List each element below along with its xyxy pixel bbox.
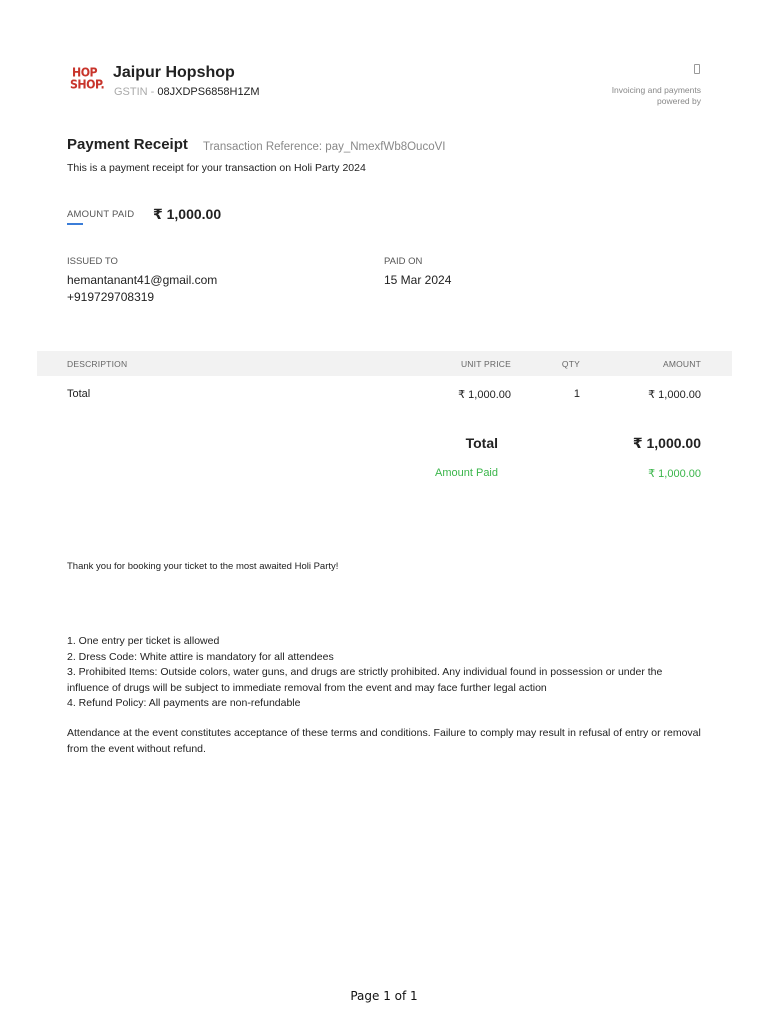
issued-to-label: ISSUED TO: [67, 256, 118, 267]
row-amount: ₹ 1,000.00: [648, 389, 701, 401]
column-header-amount: AMOUNT: [662, 359, 701, 369]
hopshop-logo: HOP SHOP.: [70, 65, 105, 92]
amount-paid-value: ₹ 1,000.00: [153, 206, 222, 222]
totals-amount-paid-value: ₹ 1,000.00: [648, 468, 701, 480]
column-header-description: DESCRIPTION: [67, 359, 128, 369]
column-header-unit-price: UNIT PRICE: [460, 359, 511, 369]
closing-statement: Attendance at the event constitutes acceptance of these terms and conditions. Failure to comply may result in refusal of entry or removal from the event without refund.: [67, 727, 701, 755]
amount-paid-underline: [67, 223, 83, 225]
company-name: Jaipur Hopshop: [113, 64, 235, 81]
receipt-header: [67, 60, 701, 110]
gstin-label: GSTIN -: [114, 86, 158, 98]
page-number: Page 1 of 1: [350, 989, 418, 1003]
term-item: 4. Refund Policy: All payments are non-refundable: [67, 697, 301, 709]
column-header-qty: QTY: [561, 359, 580, 369]
gstin-value: 08JXDPS6858H1ZM: [157, 86, 260, 98]
receipt-description: This is a payment receipt for your transaction on Holi Party 2024: [67, 162, 366, 174]
provider-logo-icon: [694, 64, 700, 74]
paid-on-date: 15 Mar 2024: [384, 273, 452, 287]
term-item: 2. Dress Code: White attire is mandatory for all attendees: [67, 650, 334, 663]
transaction-reference: Transaction Reference: pay_NmexfWb8OucoVI: [203, 141, 446, 153]
total-label: Total: [465, 435, 498, 451]
term-item: 1. One entry per ticket is allowed: [67, 635, 220, 647]
totals-amount-paid-label: Amount Paid: [435, 467, 498, 479]
total-value: ₹ 1,000.00: [632, 435, 701, 451]
issued-to-email: hemantanant41@gmail.com: [67, 273, 218, 287]
row-qty: 1: [573, 388, 580, 400]
thank-you-note: Thank you for booking your ticket to the most awaited Holi Party!: [67, 561, 339, 572]
term-item: 3. Prohibited Items: Outside colors, water guns, and drugs are strictly prohibited. Any individual found in possession or under the influence of drugs will be subject to immediate removal from the event and may face further legal action: [67, 666, 663, 694]
row-description: Total: [67, 388, 91, 400]
receipt-title: Payment Receipt: [67, 136, 188, 153]
issued-to-phone: +919729708319: [67, 290, 155, 304]
gstin: [114, 86, 260, 98]
paid-on-label: PAID ON: [384, 256, 423, 267]
amount-paid-label: AMOUNT PAID: [67, 209, 135, 220]
row-unit-price: ₹ 1,000.00: [458, 389, 511, 401]
terms-list: [67, 634, 707, 712]
powered-by-text: Invoicing and payments powered by: [611, 85, 701, 106]
line-items-table-header: [37, 351, 732, 376]
